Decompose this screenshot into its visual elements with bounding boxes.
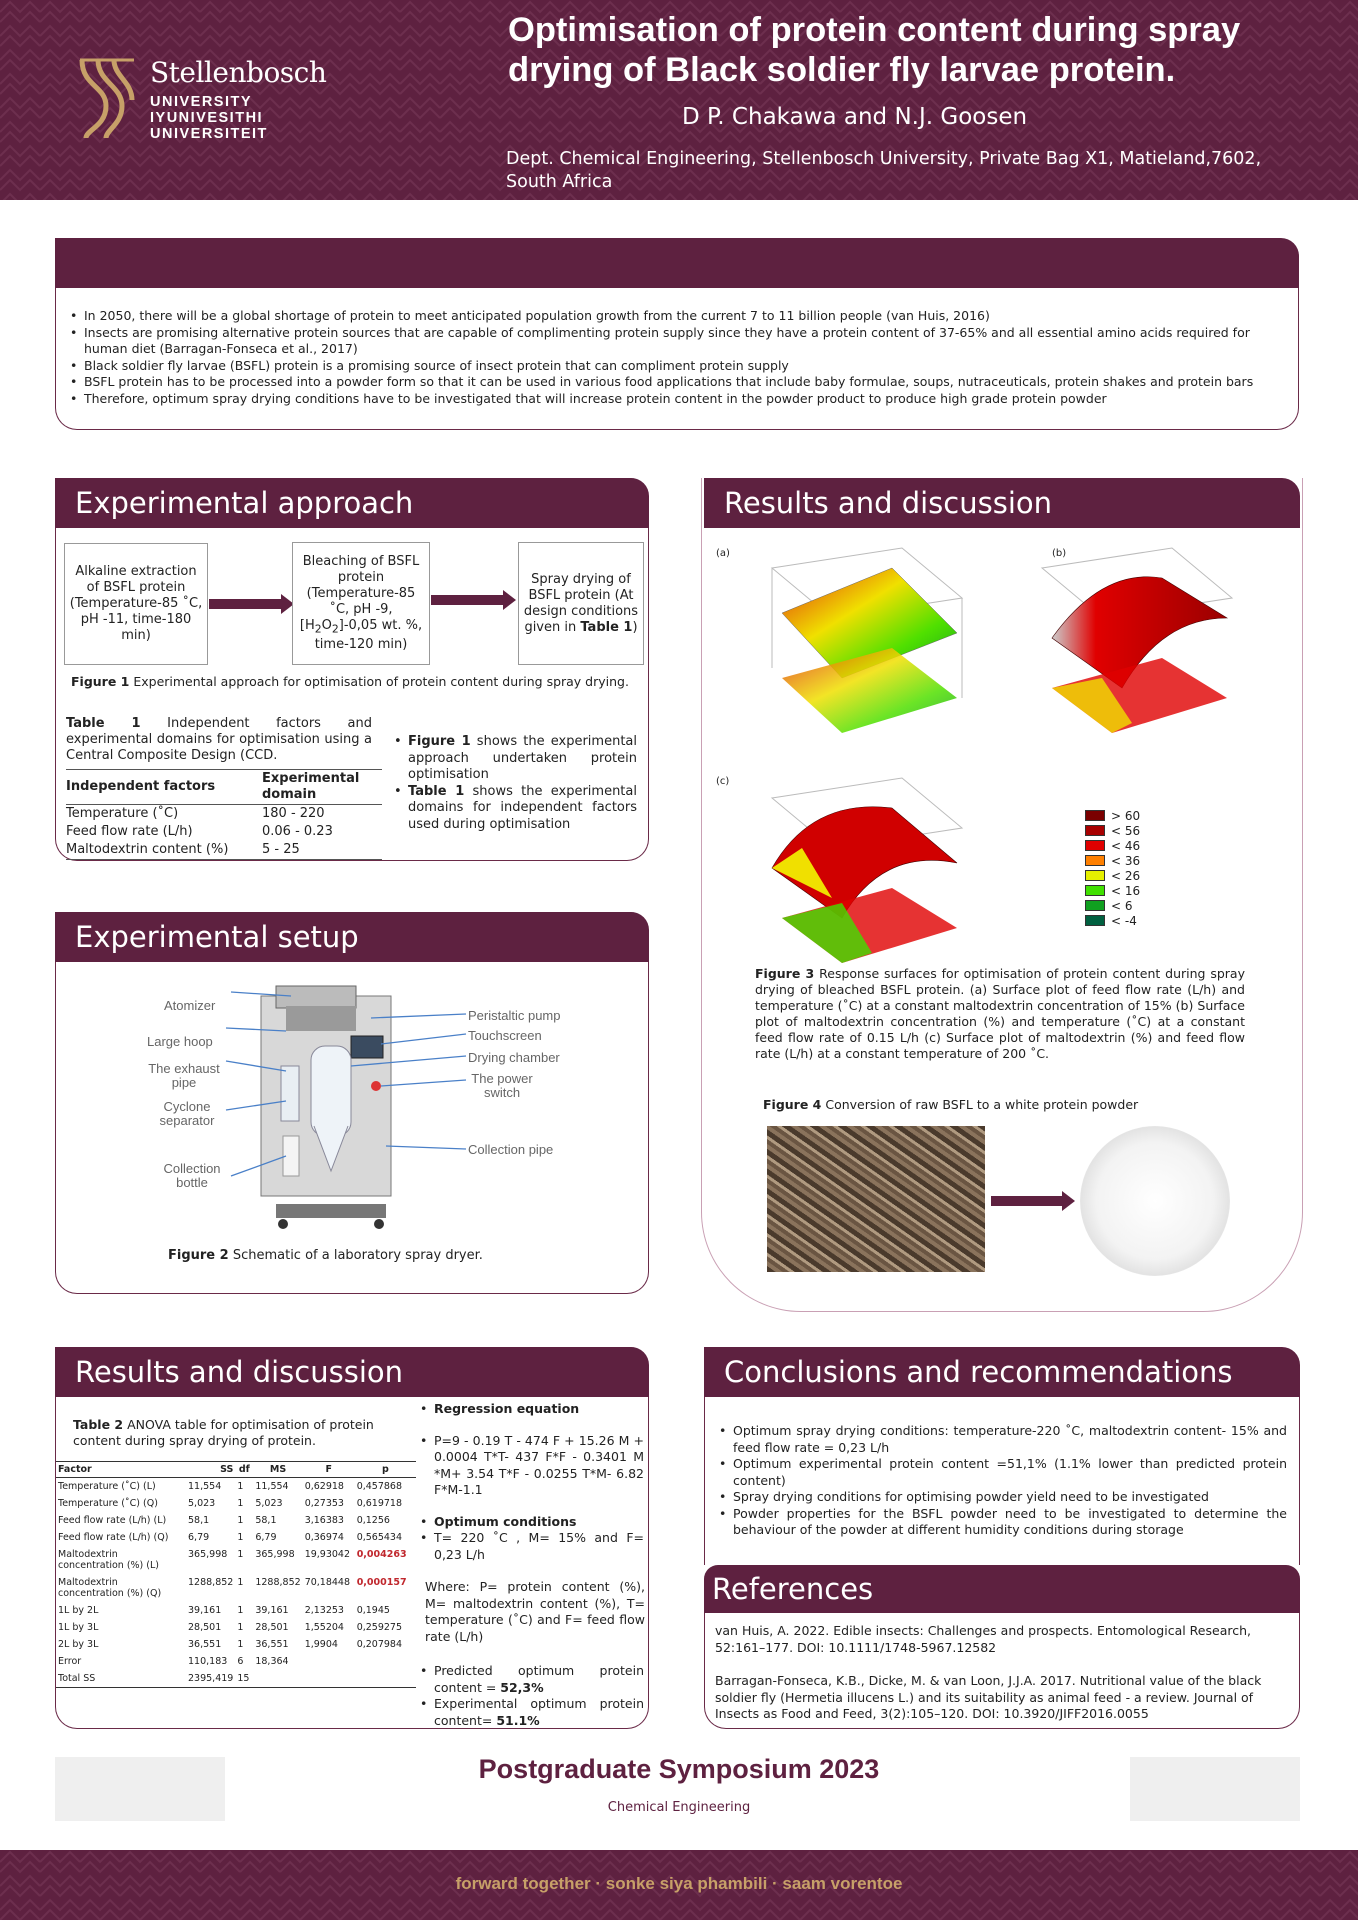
anova-cell: 18,364 [255,1656,289,1667]
anova-row [56,1495,416,1512]
surface-legend [1085,808,1140,928]
panel-label-b: (b) [1052,548,1067,559]
protein-powder-photo [1080,1126,1230,1276]
anova-cell: 1 [237,1498,244,1509]
anova-row [56,1512,416,1529]
anova-cell: 11,554 [255,1481,289,1492]
anova-cell: 11,554 [188,1481,222,1492]
table-cell: Maltodextrin content (%) [66,842,229,857]
anova-cell: 1 [237,1622,244,1633]
anova-cell: 1,55204 [304,1622,344,1633]
anova-cell: 58,1 [255,1515,277,1526]
approach-panel [55,528,649,861]
anova-cell: 1 [237,1532,244,1543]
authors: D P. Chakawa and N.J. Goosen [682,104,1028,130]
symposium-subtitle: Chemical Engineering [607,1800,751,1815]
approach-bullet [392,784,637,834]
anova-cell: 5,023 [188,1498,216,1509]
anova-cell: 1L by 3L [58,1622,99,1633]
conclusion-bullet: • Optimum spray drying conditions: temperature-220 ˚C, maltodextrin content- 15% and feed flow rate = 0,23 L/h [717,1423,1287,1456]
anova-cell: Maltodextrin concentration (%) (L) [58,1549,159,1571]
table-cell: Temperature (˚C) [66,806,179,821]
table-cell: Feed flow rate (L/h) [66,824,193,839]
table-row [66,805,382,824]
process-step-extraction: Alkaline extraction of BSFL protein (Temperature-85 ˚C, pH -11, time-180 min) [64,543,208,665]
anova-cell [355,1653,416,1670]
surface-plot-c [742,768,982,968]
legend-label: > 60 [1111,808,1141,823]
label-exhaust-pipe: The exhaust pipe [148,1061,220,1090]
anova-row [56,1478,416,1496]
conclusion-bullet: • Powder properties for the BSFL powder need to be investigated to determine the behaviour of the powder at different humidity conditions during storage [717,1506,1287,1539]
results-right-heading: Results and discussion [704,478,1300,528]
process-step-spray-drying [518,542,644,665]
regression-label: Regression equation [434,1401,580,1416]
intro-bullets [68,308,1283,407]
anova-cell: 0,27353 [304,1498,344,1509]
figure-1-text: Experimental approach for optimisation of protein content during spray drying. [129,674,629,689]
header-banner [0,0,1358,200]
legend-label: < 46 [1111,838,1141,853]
logo-line-2: IYUNIVESITHI [150,110,264,126]
symposium-title: Postgraduate Symposium 2023 [478,1754,880,1784]
anova-table [56,1461,416,1688]
anova-cell: 28,501 [188,1622,222,1633]
logo-subtext [150,94,268,142]
predicted-content [418,1663,644,1696]
table-1-caption [66,716,372,764]
anova-cell: 1 [237,1577,244,1588]
regression-bullets [418,1401,644,1578]
legend-item [1085,913,1140,928]
intro-bullet: • In 2050, there will be a global shortage of protein to meet anticipated population growth from the current 7 to 11 billion people (van Huis, 2016) [68,308,1283,325]
reference-item: van Huis, A. 2022. Edible insects: Challenges and prospects. Entomological Research, 52:161–177. DOI: 10.1111/1748-5967.12582 [715,1623,1251,1655]
legend-label: < 36 [1111,853,1141,868]
anova-cell: 28,501 [255,1622,289,1633]
table-2-caption [73,1417,395,1449]
figure-4-text: Conversion of raw BSFL to a white protein powder [821,1097,1139,1112]
results-left-heading: Results and discussion [55,1347,649,1397]
anova-row [56,1574,416,1602]
experimental-text: Experimental optimum protein content= [434,1696,644,1728]
process-arrow-1 [209,599,282,609]
experimental-content [418,1696,644,1729]
spray-drying-text-a: Spray drying of BSFL protein (At design conditions given in [523,571,639,635]
setup-heading: Experimental setup [55,912,649,962]
anova-cell: 2L by 3L [58,1639,99,1650]
anova-row [56,1636,416,1653]
bleaching-text-e: ]-0,05 wt. %, time-120 min) [314,617,423,653]
anova-cell: 0,457868 [356,1481,403,1492]
legend-item [1085,838,1140,853]
legend-swatch [1085,900,1105,911]
optimum-results [418,1663,644,1729]
regression-equation: • P=9 - 0.19 T - 474 F + 15.26 M + 0.0004 T*T- 437 F*F - 0.3401 M *M+ 3.54 T*F - 0.0255 T*M- 6.82 F*M-1.1 [418,1433,644,1499]
label-power-switch: The power switch [471,1071,533,1100]
affiliation [506,148,1261,194]
anova-cell [253,1670,302,1688]
variables-definition: Where: P= protein content (%), M= maltodextrin content (%), T= temperature (˚C) and F= feed flow rate (L/h) [425,1579,645,1644]
bleaching-text-c: O [321,617,332,633]
anova-cell: 0,1945 [356,1605,390,1616]
poster-title [508,10,1240,90]
setup-panel [55,962,649,1294]
figure-3-text: Response surfaces for optimisation of protein content during spray drying of bleached BSFL protein. (a) Surface plot of feed flow rate (L/h) and temperature (˚C) at a constant maltodextrin concentration of 15% (b) Surface plot of maltodextrin concentration (%) and temperature (˚C) at a constant feed flow rate of 0.15 L/h (c) Surface plot of maltodextrin (%) and feed flow rate (L/h) at a constant temperature of 200 ˚C. [755,966,1245,1061]
approach-bullet-text: shows the experimental approach undertaken protein optimisation [408,734,637,782]
conversion-arrow [991,1196,1063,1206]
bleaching-text [297,554,425,654]
anova-cell: 1288,852 [255,1577,301,1588]
figure-1-label: Figure 1 [71,674,130,689]
intro-panel [55,288,1299,430]
table-2-text: ANOVA table for optimisation of protein content during spray drying of protein. [73,1417,374,1448]
approach-bullet-label: Table 1 [408,783,465,799]
experimental-value: 51.1% [496,1712,540,1728]
anova-header-cell: SS [186,1462,235,1478]
figure-3-label: Figure 3 [755,966,815,981]
anova-cell: 110,183 [188,1656,228,1667]
legend-swatch [1085,915,1105,926]
figure-2-caption [168,1248,483,1264]
logo-line-1: UNIVERSITY [150,94,253,110]
anova-row [56,1529,416,1546]
figure-3-caption [755,966,1245,1062]
approach-heading: Experimental approach [55,478,649,528]
table-row [66,841,382,860]
anova-cell [303,1653,355,1670]
panel-label-a: (a) [716,548,730,559]
label-drying-chamber: Drying chamber [468,1050,560,1065]
anova-row [56,1619,416,1636]
legend-label: < 56 [1111,823,1141,838]
results-right-panel [701,478,1303,1312]
anova-cell: 0,565434 [356,1532,403,1543]
anova-cell: 0,004263 [356,1549,407,1560]
legend-item [1085,808,1140,823]
anova-row [56,1653,416,1670]
anova-cell: 1 [237,1549,244,1560]
table-1-header-cell: Independent factors [66,779,216,794]
logo-name: Stellenbosch [150,56,327,89]
reference-item: Barragan-Fonseca, K.B., Dicke, M. & van Loon, J.J.A. 2017. Nutritional value of the black soldier fly (Hermetia illucens L.) and its suitability as animal feed - a review. Journal of Insects as Food and Feed, 3(2):105–120. DOI: 10.3920/JIFF2016.0055 [715,1673,1262,1721]
conclusions-bullets [717,1423,1287,1539]
title-line-2: drying of Black soldier fly larvae protein. [508,51,1176,89]
anova-cell: 36,551 [255,1639,289,1650]
anova-cell: 3,16383 [304,1515,344,1526]
anova-header-cell: MS [253,1462,302,1478]
legend-swatch [1085,825,1105,836]
regression-label-item [418,1401,644,1418]
process-arrow-2 [431,595,504,605]
label-cyclone-separator: Cyclone separator [159,1099,215,1128]
bleaching-sub-1: 2 [314,622,322,636]
anova-cell: 0,36974 [304,1532,344,1543]
anova-cell: 1 [237,1481,244,1492]
legend-label: < 6 [1111,898,1133,913]
anova-row [56,1546,416,1574]
intro-bullet: • BSFL protein has to be processed into a powder form so that it can be used in various food applications that include baby formulae, soups, nutraceuticals, protein shakes and protein bars [68,374,1283,391]
anova-cell: 0,619718 [356,1498,403,1509]
legend-item [1085,853,1140,868]
legend-swatch [1085,855,1105,866]
legend-swatch [1085,885,1105,896]
anova-header-cell: p [355,1462,416,1478]
table-1-header-cell: Experimental domain [262,771,360,802]
affiliation-line-1: Dept. Chemical Engineering, Stellenbosch University, Private Bag X1, Matieland,7602, [506,149,1262,169]
conclusion-bullet: • Spray drying conditions for optimising powder yield need to be investigated [717,1489,1287,1506]
table-cell: 5 - 25 [262,842,300,857]
anova-cell: 36,551 [188,1639,222,1650]
label-peristaltic-pump: Peristaltic pump [468,1008,561,1023]
anova-cell: 6 [237,1656,244,1667]
conclusions-heading: Conclusions and recommendations [704,1347,1300,1397]
anova-cell: 58,1 [188,1515,210,1526]
anova-cell: 5,023 [255,1498,283,1509]
anova-cell: 1 [237,1515,244,1526]
spray-drying-text [523,572,639,636]
anova-cell: 6,79 [255,1532,277,1543]
approach-bullets [392,734,637,833]
legend-label: < 16 [1111,883,1141,898]
anova-cell: Error [58,1656,82,1667]
anova-cell: 15 [237,1673,250,1684]
logo-line-3: UNIVERSITEIT [150,126,268,142]
legend-item [1085,883,1140,898]
anova-cell: 39,161 [188,1605,222,1616]
legend-label: < -4 [1111,913,1137,928]
anova-cell: 0,207984 [356,1639,403,1650]
table-1-header [66,770,382,805]
anova-header [56,1462,416,1478]
anova-body [56,1478,416,1688]
panel-label-c: (c) [716,776,730,787]
figure-2-label: Figure 2 [168,1248,229,1263]
anova-header-cell: F [303,1462,355,1478]
anova-cell: 0,1256 [356,1515,390,1526]
bleaching-text-a: Bleaching of BSFL protein (Temperature-85 ˚C, pH -9, [H [299,553,420,633]
optimum-label-item [418,1514,644,1531]
table-1 [66,769,382,860]
anova-cell: 1 [237,1605,244,1616]
legend-swatch [1085,810,1105,821]
surface-plot-a [742,538,982,748]
anova-cell: Temperature (˚C) (L) [58,1481,156,1492]
approach-bullet-text: shows the experimental domains for independent factors used during optimisation [408,783,637,832]
table-1-label: Table 1 [66,716,141,731]
conclusion-bullet: • Optimum experimental protein content =51,1% (1.1% lower than predicted protein content) [717,1456,1287,1489]
label-collection-pipe: Collection pipe [468,1142,554,1157]
intro-bullet: • Insects are promising alternative protein sources that are capable of complimenting protein supply since they have a protein content of 37-65% and all essential amino acids required for human diet (Barragan-Fonseca et al., 2017) [68,325,1283,358]
table-row [66,823,382,841]
anova-cell: 0,62918 [304,1481,344,1492]
title-line-1: Optimisation of protein content during spray [508,11,1241,49]
footer-motto: forward together · sonke siya phambili · saam vorentoe [455,1874,903,1893]
figure-2-text: Schematic of a laboratory spray dryer. [228,1248,483,1263]
anova-row [56,1670,416,1688]
spray-dryer-labels [136,976,576,1256]
anova-cell: 70,18448 [304,1577,351,1588]
anova-cell: Maltodextrin concentration (%) (Q) [58,1577,162,1599]
optimum-label: Optimum conditions [434,1513,577,1529]
anova-cell [303,1670,355,1688]
legend-item [1085,898,1140,913]
predicted-value: 52,3% [500,1679,544,1695]
surface-plot-b [1012,538,1252,748]
figure-4-label: Figure 4 [763,1097,822,1112]
table-cell: 180 - 220 [262,806,325,821]
intro-header-bar [55,238,1299,288]
label-collection-bottle: Collection bottle [163,1161,221,1190]
table-1-text: Independent factors and experimental domains for optimisation using a Central Composite Design (CCD. [66,716,372,763]
anova-cell: 6,79 [188,1532,210,1543]
anova-cell: Feed flow rate (L/h) (L) [58,1515,167,1526]
process-step-bleaching [292,542,430,665]
legend-swatch [1085,870,1105,881]
references-heading: References [704,1565,1300,1613]
table-2-label: Table 2 [73,1417,124,1432]
predicted-text: Predicted optimum protein content = [434,1663,644,1695]
legend-item [1085,823,1140,838]
anova-cell: 365,998 [188,1549,228,1560]
anova-cell: 0,000157 [356,1577,407,1588]
bleaching-sub-2: 2 [331,622,339,636]
results-left-panel [55,1397,649,1729]
anova-cell: 1288,852 [188,1577,234,1588]
anova-cell [355,1670,416,1688]
anova-cell: 2,13253 [304,1605,344,1616]
anova-cell: 0,259275 [356,1622,403,1633]
label-touchscreen: Touchscreen [468,1028,542,1043]
anova-cell: 2395,419 [188,1673,234,1684]
anova-header-cell: df [235,1462,253,1478]
table-cell: 0.06 - 0.23 [262,824,333,839]
anova-cell: 365,998 [255,1549,295,1560]
footer-banner [0,1850,1358,1920]
spray-drying-text-c: ) [632,619,638,635]
spray-drying-table-ref: Table 1 [580,619,633,635]
approach-bullet-label: Figure 1 [408,734,471,749]
anova-cell: Total SS [58,1673,96,1684]
approach-bullet [392,734,637,784]
anova-cell: 19,93042 [304,1549,351,1560]
anova-row [56,1602,416,1619]
label-atomizer: Atomizer [164,998,216,1013]
legend-label: < 26 [1111,868,1141,883]
anova-header-cell: Factor [56,1462,186,1478]
legend-item [1085,868,1140,883]
anova-cell: Feed flow rate (L/h) (Q) [58,1532,169,1543]
anova-cell: Temperature (˚C) (Q) [58,1498,158,1509]
anova-cell: 1,9904 [304,1639,338,1650]
university-logo-icon [76,56,136,142]
intro-bullet: • Black soldier fly larvae (BSFL) protein is a promising source of insect protein that can compliment protein supply [68,358,1283,375]
anova-cell: 1 [237,1639,244,1650]
anova-cell: 39,161 [255,1605,289,1616]
intro-bullet: • Therefore, optimum spray drying conditions have to be investigated that will increase protein content in the powder product to produce high grade protein powder [68,391,1283,408]
label-large-hoop: Large hoop [147,1034,213,1049]
anova-cell: 1L by 2L [58,1605,99,1616]
figure-4-caption [763,1097,1138,1113]
conclusions-panel [704,1397,1300,1565]
optimum-conditions: • T= 220 ˚C , M= 15% and F= 0,23 L/h [418,1530,644,1563]
affiliation-line-2: South Africa [506,172,613,192]
references-panel [704,1613,1300,1729]
figure-1-caption [71,674,641,690]
raw-larvae-photo [767,1126,985,1272]
legend-swatch [1085,840,1105,851]
